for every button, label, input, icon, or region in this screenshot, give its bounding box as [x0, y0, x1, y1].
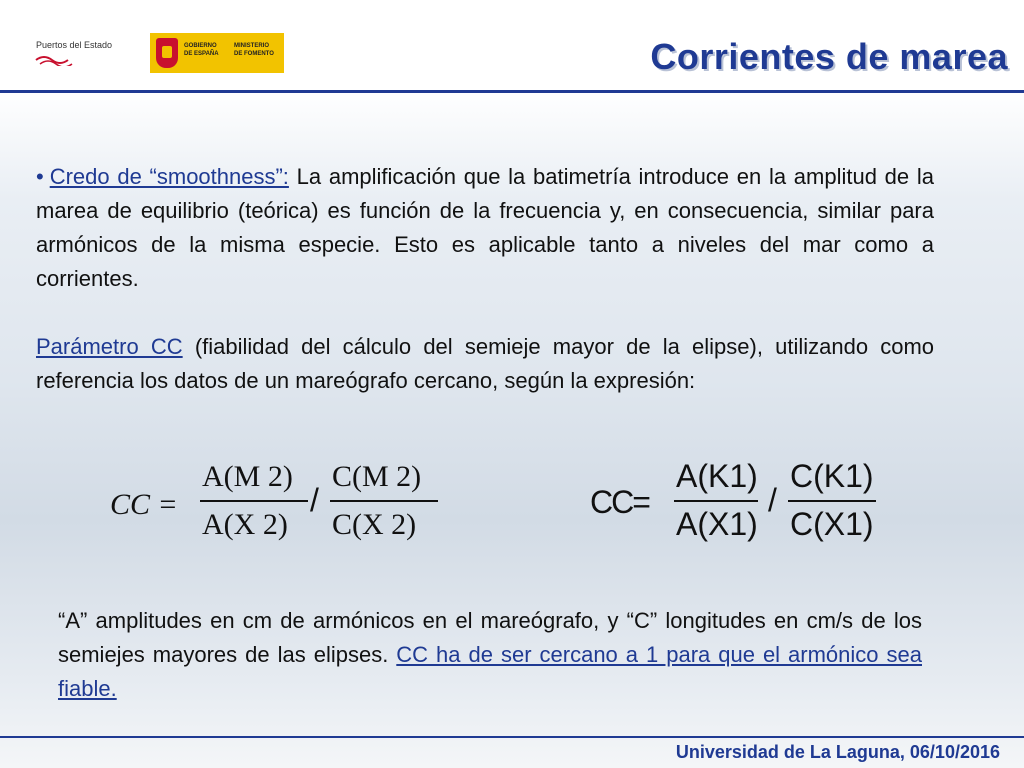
- footer-divider: [0, 736, 1024, 738]
- footer-text: Universidad de La Laguna, 06/10/2016: [675, 742, 1000, 762]
- definitions-text: “A” amplitudes en cm de armónicos en el mareógrafo, y “C” longitudes en cm/s de los semiejes mayores de las elipses.: [58, 608, 922, 667]
- formula-k1-bar1: [674, 500, 758, 502]
- formula-k1-slash: /: [768, 482, 777, 518]
- header-divider: [0, 90, 1024, 93]
- formula-k1-lhs: CC=: [590, 484, 649, 520]
- puertos-logo-text: Puertos del Estado: [36, 40, 113, 50]
- formula-m2-bar2: [330, 500, 438, 502]
- spain-crest-icon: [156, 38, 178, 68]
- wave-icon: [34, 52, 94, 66]
- formula-m2-den1: A(X 2): [202, 508, 288, 541]
- gobierno-espana-logo: [150, 33, 284, 73]
- formula-k1-num2: C(K1): [790, 458, 874, 494]
- formula-k1-den2: C(X1): [790, 506, 874, 542]
- definitions-paragraph: [58, 604, 922, 706]
- formula-m2: [110, 458, 440, 558]
- formula-m2-slash: /: [310, 482, 319, 518]
- gov-logo-text-left: GOBIERNO DE ESPAÑA: [184, 43, 219, 57]
- slide-title: Corrientes de marea: [650, 36, 1008, 77]
- formula-k1: [590, 458, 890, 558]
- formula-k1-bar2: [788, 500, 876, 502]
- formula-m2-lhs: CC =: [110, 488, 178, 521]
- cc-parameter-text: (fiabilidad del cálculo del semieje mayor de la elipse), utilizando como referencia los datos de un mareógrafo cercano, según la expresión:: [36, 334, 935, 393]
- smoothness-paragraph: [36, 160, 934, 296]
- gov-logo-text-right: MINISTERIO DE FOMENTO: [234, 43, 274, 57]
- formula-m2-num2: C(M 2): [332, 460, 422, 493]
- formula-m2-bar1: [200, 500, 308, 502]
- cc-threshold-link[interactable]: CC ha de ser cercano a 1 para que el armónico sea fiable.: [58, 642, 922, 701]
- smoothness-text: La amplificación que la batimetría introduce en la amplitud de la marea de equilibrio (teórica) es función de la frecuencia y, en consecuencia, similar para armónicos de la misma especie. Esto es aplicable tanto a niveles del mar como a corrientes.: [36, 164, 934, 291]
- cc-parameter-link[interactable]: Parámetro CC: [36, 334, 183, 359]
- formula-m2-num1: A(M 2): [202, 460, 293, 493]
- formula-m2-den2: C(X 2): [332, 508, 417, 541]
- bullet-marker: •: [36, 164, 44, 189]
- formula-k1-den1: A(X1): [676, 506, 758, 542]
- puertos-del-estado-logo: [28, 38, 138, 68]
- formula-k1-num1: A(K1): [676, 458, 758, 494]
- smoothness-link[interactable]: Credo de “smoothness”:: [49, 164, 289, 189]
- cc-parameter-paragraph: [36, 330, 934, 398]
